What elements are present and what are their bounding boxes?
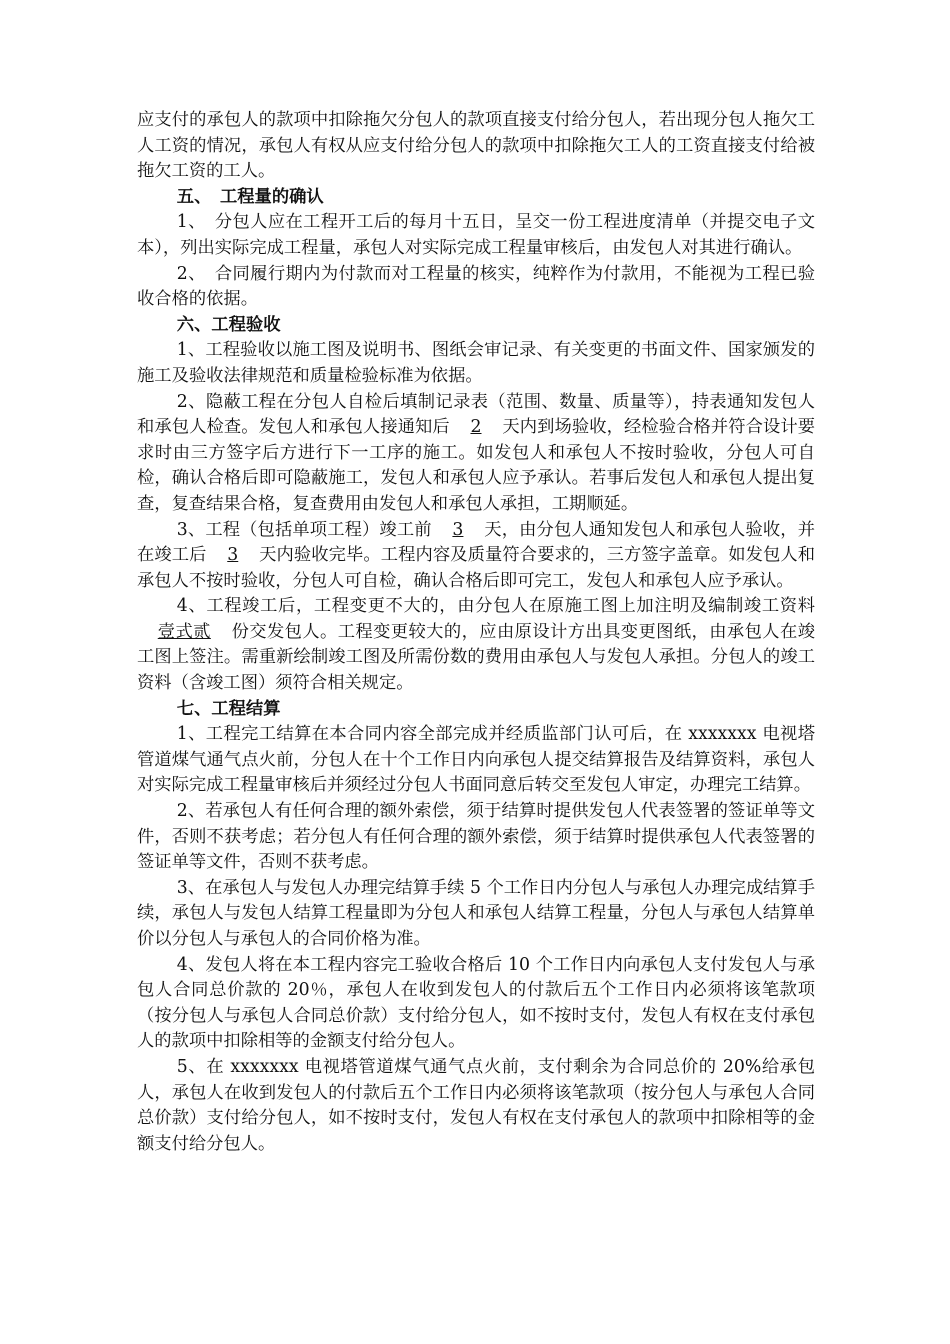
days-notice-blank: 2	[470, 417, 482, 438]
clause-6-4-text-a: 4、工程竣工后，工程变更不大的，由分包人在原施工图上加注明及编制竣工资料	[176, 596, 815, 617]
section-heading-7: 七、工程结算	[176, 698, 281, 719]
clause-7-1: 1、工程完工结算在本合同内容全部完成并经质监部门认可后，在 xxxxxxx 电视塔管道煤气通气点火前，分包人在十个工作日内向承包人提交结算报告及结算资料，承包人对实际完成工程量审核后并须经过分包人书面同意后转交至发包人审定，办理完工结算。	[137, 724, 815, 796]
days-before-completion-blank: 3	[452, 519, 464, 540]
clause-6-2	[137, 390, 815, 518]
clause-7-4: 4、发包人将在本工程内容完工验收合格后 10 个工作日内向承包人支付发包人与承包人合同总价款的 20％，承包人在收到发包人的付款后五个工作日内必须将该笔款项（按分包人与承包人合同总价款）支付给分包人，如不按时支付，发包人有权在支付承包人的款项中扣除相等的金额支付给分包人。	[137, 954, 815, 1052]
clause-6-3-text-b: 天，由分包人通知发包人和承包人验收，并在竣工后	[137, 519, 815, 566]
clause-7-5: 5、在 xxxxxxx 电视塔管道煤气通气点火前，支付剩余为合同总价的 20%给承包人，承包人在收到发包人的付款后五个工作日内必须将该笔款项（按分包人与承包人合同总价款）支付给分包人，如不按时支付，发包人有权在支付承包人的款项中扣除相等的金额支付给分包人。	[137, 1056, 815, 1154]
clause-6-4-text-b: 份交发包人。工程变更较大的，应由原设计方出具变更图纸，由承包人在竣工图上签注。需重新绘制竣工图及所需份数的费用由承包人与发包人承担。分包人的竣工资料（含竣工图）须符合相关规定。	[137, 621, 815, 694]
clause-6-2-text-b: 天内到场验收，经检验合格并符合设计要求时由三方签字后方进行下一工序的施工。如发包人和承包人不按时验收，分包人可自检，确认合格后即可隐蔽施工，发包人和承包人应予承认。若事后发包人和承包人提出复查，复查结果合格，复查费用由发包人和承包人承担，工期顺延。	[137, 417, 815, 514]
section-heading-5: 五、 工程量的确认	[176, 186, 324, 207]
clause-6-3-text-c: 天内验收完毕。工程内容及质量符合要求的，三方签字盖章。如发包人和承包人不按时验收，分包人可自检，确认合格后即可完工，发包人和承包人应予承认。	[137, 545, 815, 591]
clause-7-2: 2、若承包人有任何合理的额外索偿，须于结算时提供发包人代表签署的签证单等文件，否则不获考虑；若分包人有任何合理的额外索偿，须于结算时提供承包人代表签署的签证单等文件，否则不获考虑。	[137, 801, 815, 873]
clause-6-4	[137, 594, 815, 696]
clause-6-1: 1、工程验收以施工图及说明书、图纸会审记录、有关变更的书面文件、国家颁发的施工及验收法律规范和质量检验标准为依据。	[137, 340, 815, 386]
clause-7-3: 3、在承包人与发包人办理完结算手续 5 个工作日内分包人与承包人办理完成结算手续，承包人与发包人结算工程量即为分包人和承包人结算工程量，分包人与承包人结算单价以分包人与承包人的合同价格为准。	[137, 877, 815, 949]
clause-5-2: 2、 合同履行期内为付款而对工程量的核实，纯粹作为付款用，不能视为工程已验收合格的依据。	[137, 263, 815, 310]
days-after-completion-blank: 3	[227, 545, 239, 566]
section-heading-6: 六、工程验收	[176, 314, 281, 335]
clause-5-1: 1、 分包人应在工程开工后的每月十五日，呈交一份工程进度清单（并提交电子文本），列出实际完成工程量，承包人对实际完成工程量审核后，由发包人对其进行确认。	[137, 212, 815, 258]
clause-6-3	[137, 518, 815, 595]
paragraph-continuation: 应支付的承包人的款项中扣除拖欠分包人的款项直接支付给分包人，若出现分包人拖欠工人工资的情况，承包人有权从应支付给分包人的款项中扣除拖欠工人的工资直接支付给被拖欠工资的工人。	[137, 110, 815, 182]
copies-count-blank: 壹式贰	[157, 621, 211, 642]
clause-6-2-text-a: 2、隐蔽工程在分包人自检后填制记录表（范围、数量、质量等），持表通知发包人和承包人检查。发包人和承包人接通知后	[137, 391, 815, 438]
document-body	[137, 108, 815, 1157]
clause-6-3-text-a: 3、工程（包括单项工程）竣工前	[176, 519, 432, 540]
